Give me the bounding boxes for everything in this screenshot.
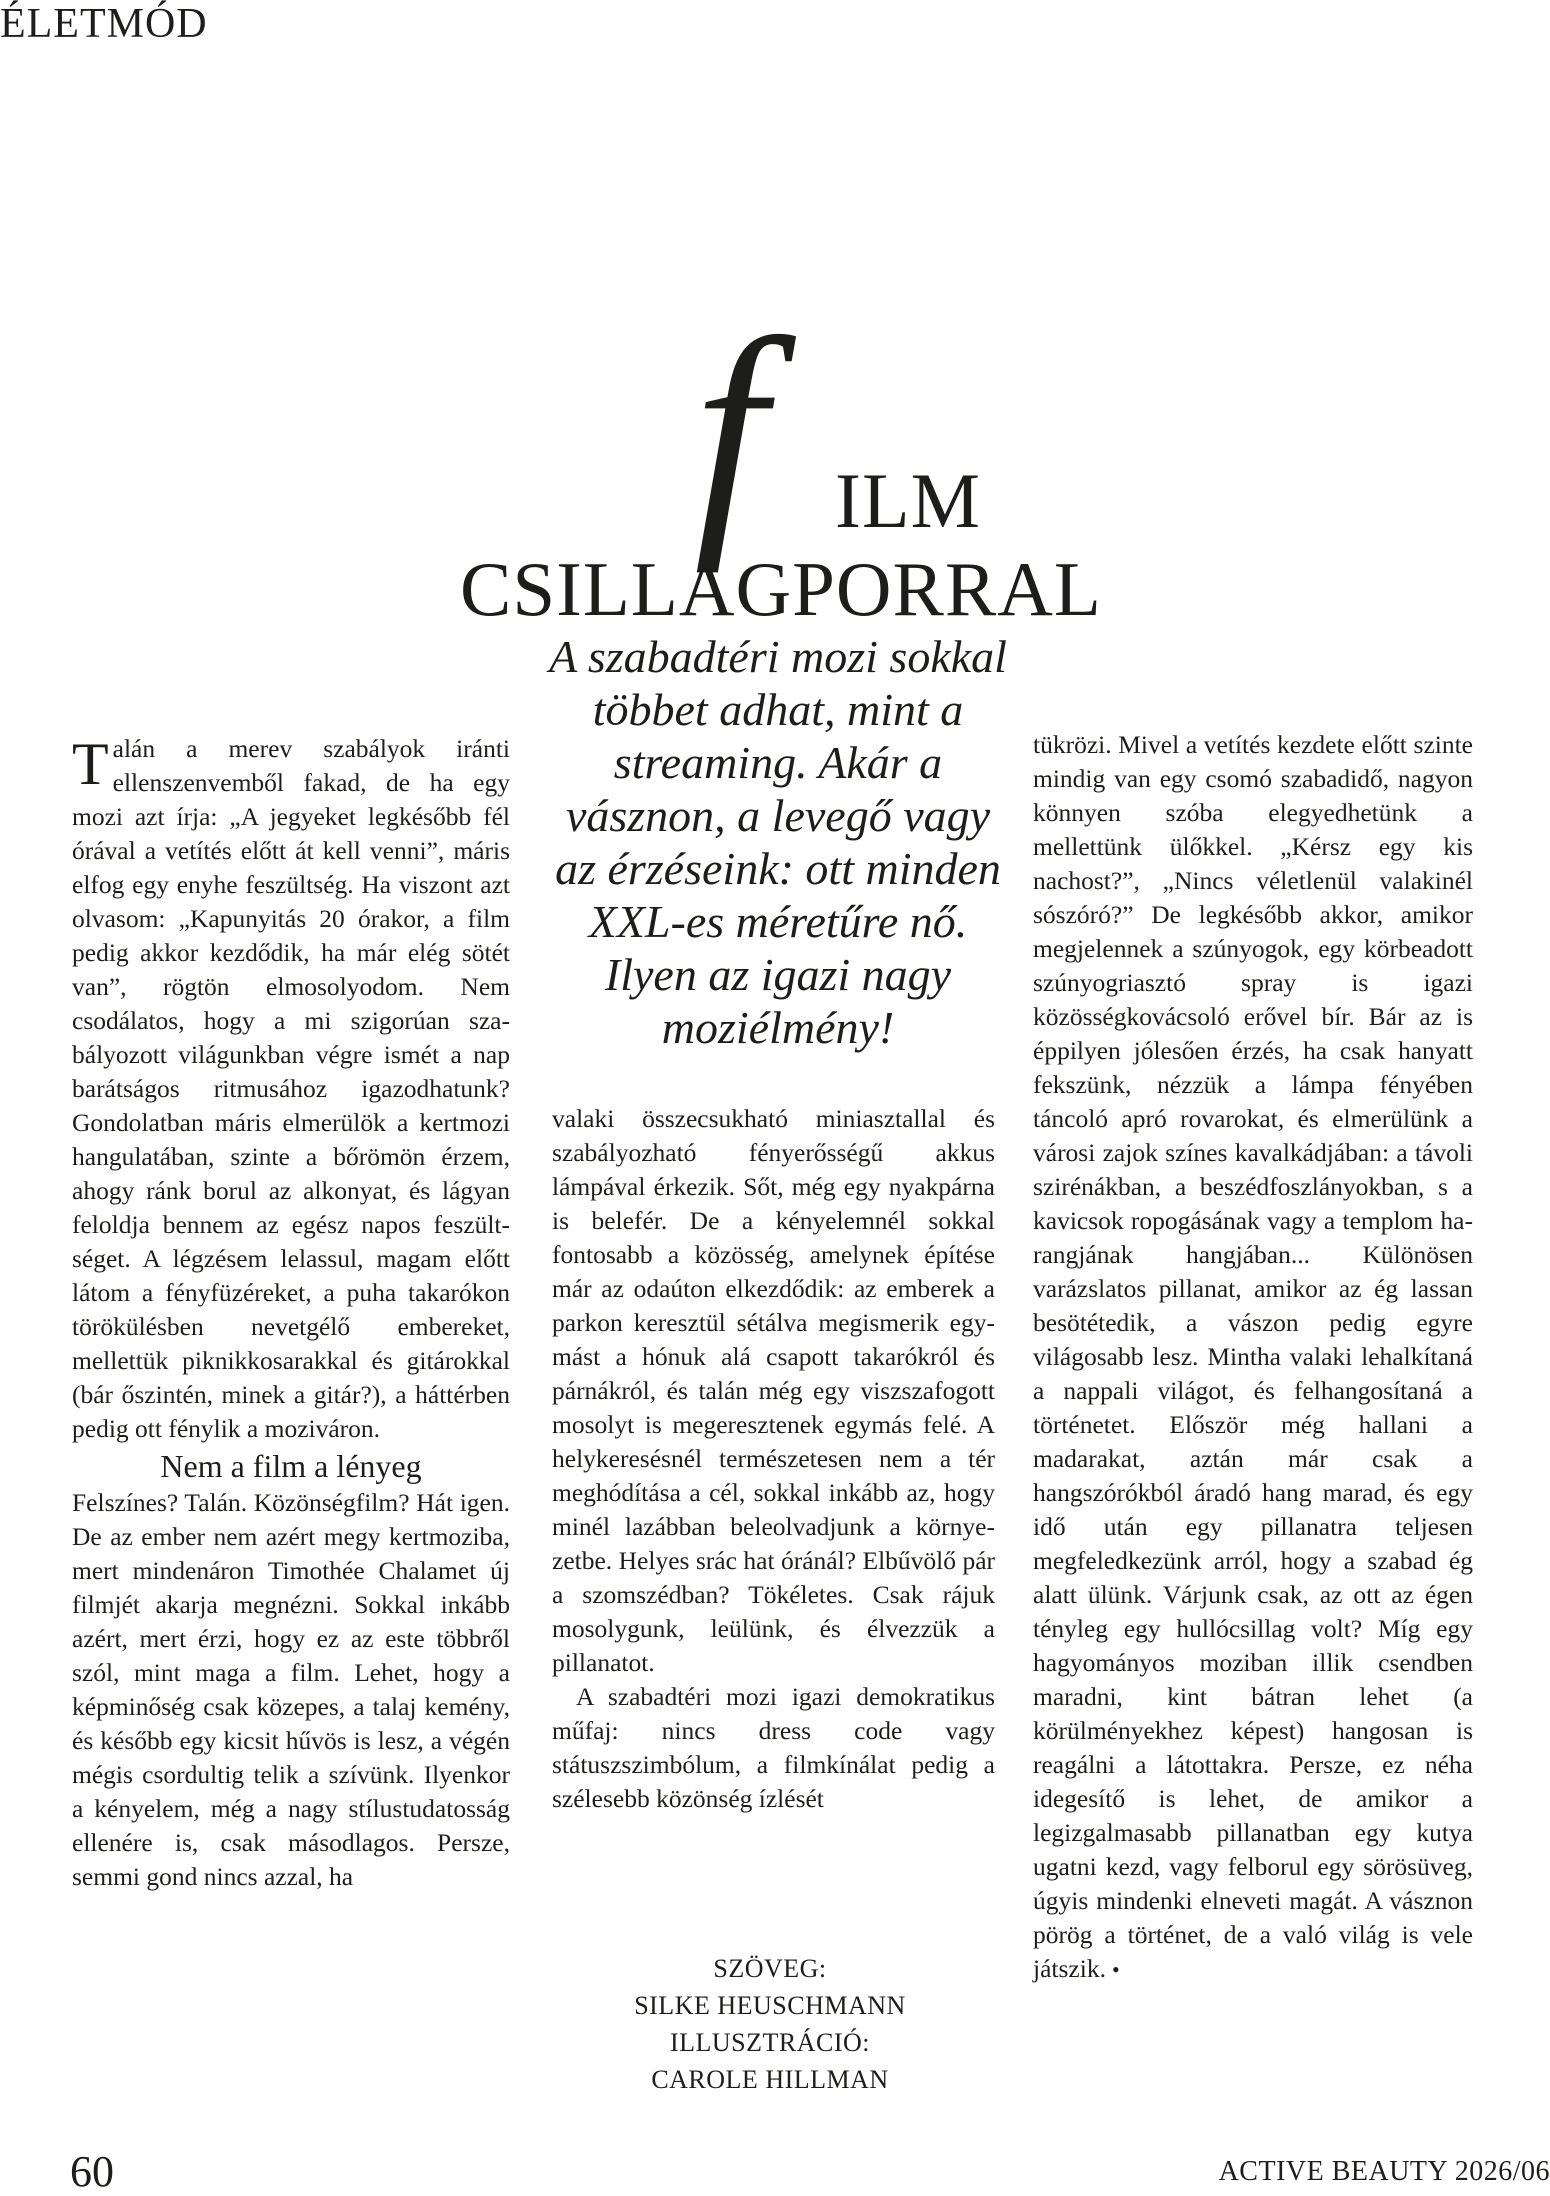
column-1-paragraph-1-text: alán a merev szabályok iránti ellenszenvemből fakad, de ha egy mozi azt írja: „A jegyeket legkésőbb fél órával a vetítés előtt át kell venni”, máris elfog egy enyhe feszültség. Ha viszont azt olvasom: „Kapunyitás 20 órakor, a film pedig akkor kezdődik, ha már elég sötét van”, rögtön elmosolyodom. Nem csodálatos, hogy a mi szigorúan szabályozott világunkban végre ismét a nap barátságos ritmusához igazodhatunk? Gondolatban máris elmerülök a kertmozi hangulatában, szinte a bőrömön érzem, ahogy ránk borul az alkonyat, és lágyan feloldja bennem az egész napos feszültséget. A légzésem lelassul, magam előtt látom a fényfüzéreket, a puha takarókon törökülésben nevetgélő embereket, mellettük piknikkosarakkal és gitárokkal (bár őszintén, minek a gitár?), a háttérben pedig ott fénylik a moziváron.: [72, 734, 510, 1443]
drop-cap: T: [72, 731, 109, 797]
column-1-paragraph-1: [72, 732, 510, 1446]
credit-text-author: SILKE HEUSCHMANN: [634, 1991, 906, 2020]
credit-text-label: SZÖVEG:: [713, 1954, 827, 1983]
article-column-3: [1033, 728, 1473, 1987]
magazine-issue: ACTIVE BEAUTY 2026/06: [1218, 2156, 1550, 2187]
column-2-paragraph-1: valaki összecsukható miniasztallal és szabályozható fényerősségű akkus lámpával érkezik. Sőt, még egy nyakpárna is belefér. De a kényelemnél sokkal fontosabb a közösség, amelynek építése már az odaúton elkezdődik: az emberek a parkon keresztül sétálva megismerik egymást a hónuk alá csapott takarókról és párnákról, és talán még egy viszszafogott mosolyt is megeresztenek egymás felé. A helykeresésnél természetesen nem a tér meghódítása a cél, sokkal inkább az, hogy minél lazábban beleolvadjunk a környezetbe. Helyes srác hat óránál? Elbűvölő pár a szomszédban? Tökéletes. Csak rájuk mosolygunk, leülünk, és élvezzük a pillanatot.: [552, 1104, 995, 1677]
end-mark: •: [1111, 1957, 1120, 1982]
column-3-paragraph-1-text: tükrözi. Mivel a vetítés kezdete előtt szinte mindig van egy csomó szabadidő, nagyon könnyen szóba elegyedhetünk a mellettünk ülőkkel. „Kérsz egy kis nachost?”, „Nincs véletlenül valakinél sószóró?” De legkésőbb akkor, amikor megjelennek a szúnyogok, egy körbeadott szúnyogriasztó spray is igazi közösségkovácsoló erővel bír. Bár az is éppilyen jólesően érzés, ha csak hanyatt fekszünk, nézzük a lámpa fényében táncoló apró rovarokat, és elmerülünk a városi zajok színes kavalkádjában: a távoli szirénákban, a beszédfoszlányokban, s a kavicsok ropogásának vagy a templom harangjának hangjában... Különösen varázslatos pillanat, amikor az ég lassan besötétedik, a vászon pedig egyre világosabb lesz. Mintha valaki lehalkítaná a nappali világot, és felhangosítaná a történetet. Először még hallani a madarakat, aztán már csak a hangszórókból áradó hang marad, és egy idő után egy pillanatra teljesen megfeledkezünk arról, hogy a szabad ég alatt ülünk. Várjunk csak, az ott az égen tényleg egy hullócsillag volt? Míg egy hagyományos moziban illik csendben maradni, kint bátran lehet (a körülményekhez képest) hangosan is reagálni a látottakra. Persze, ez néha idegesítő is lehet, de amikor a legizgalmasabb pillanatban egy kutya ugatni kezd, vagy felborul egy sörösüveg, úgyis mindenki elneveti magát. A vásznon pörög a történet, de a való világ is vele játszik.: [1033, 730, 1473, 1983]
title-line-1: ILM: [835, 457, 981, 544]
section-label: ÉLETMÓD: [0, 1, 208, 47]
title-line-2: CSILLAGPORRAL: [460, 546, 1102, 632]
page-number: 60: [70, 2147, 114, 2196]
credit-illustration-author: CAROLE HILLMAN: [651, 2065, 889, 2094]
credit-illustration-label: ILLUSZTRÁCIÓ:: [669, 2028, 871, 2057]
column-2-paragraph-2: A szabadtéri mozi igazi demokratikus műfaj: nincs dress code vagy státuszszimbólum, a filmkínálat pedig a szélesebb közönség ízlését: [552, 1682, 995, 1813]
title-initial: f: [693, 286, 767, 574]
article-column-1: [72, 732, 510, 1894]
lead-paragraph: A szabadtéri mozi sokkal többet adhat, mint a streaming. Akár a vásznon, a levegő vagy az érzéseink: ott minden XXL-es méretűre nő. Ilyen az igazi nagy moziélmény!: [549, 631, 1007, 1053]
column-3-paragraph-1: [1033, 728, 1473, 1987]
subheading: Nem a film a lényeg: [160, 1448, 422, 1484]
column-1-paragraph-2: Felszínes? Talán. Közönségfilm? Hát igen. De az ember nem azért megy kertmoziba, mert mindenáron Timothée Chalamet új filmjét akarja megnézni. Sokkal inkább azért, mert érzi, hogy ez az este többről szól, mint maga a film. Lehet, hogy a képminőség csak közepes, a talaj kemény, és később egy kicsit hűvös is lesz, a végén mégis csordultig telik a szívünk. Ilyenkor a kényelem, még a nagy stílustudatosság ellenére is, csak másodlagos. Persze, semmi gond nincs azzal, ha: [72, 1488, 510, 1891]
article-column-2: [552, 1102, 995, 1816]
credits: [560, 1950, 980, 2098]
